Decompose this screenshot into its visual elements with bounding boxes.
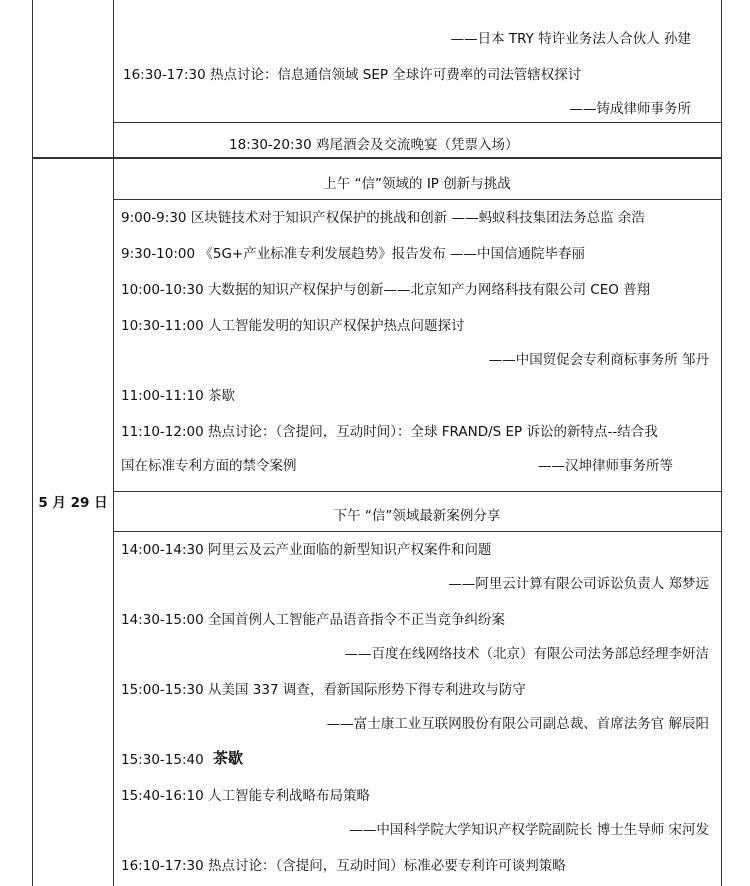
speaker-li-yanjie: ——百度在线网络技术（北京）有限公司法务部总经理李妍洁 [344, 646, 709, 662]
speaker-zhucheng: ——铸成律师事务所 [569, 101, 691, 117]
speaker-sun-jian: ——日本 TRY 特许业务法人合伙人 孙建 [450, 31, 691, 47]
afternoon-item: 14:00-14:30 阿里云及云产业面临的新型知识产权案件和问题 [121, 542, 492, 558]
row-divider [113, 122, 721, 123]
morning-item: 10:00-10:30 大数据的知识产权保护与创新——北京知产力网络科技有限公司 CEO 普翔 [121, 282, 651, 298]
tea-break-time: 15:30-15:40 [121, 752, 204, 768]
morning-item: 10:30-11:00 人工智能发明的知识产权保护热点问题探讨 [121, 318, 465, 334]
speaker-song-hefa: ——中国科学院大学知识产权学院副院长 博士生导师 宋河发 [349, 822, 709, 838]
cocktail-dinner: 18:30-20:30 鸡尾酒会及交流晚宴（凭票入场） [229, 137, 519, 153]
date-label: 5 月 29 日 [38, 495, 108, 511]
afternoon-header: 下午 “信”领域最新案例分享 [333, 508, 501, 524]
afternoon-item: 16:10-17:30 热点讨论：（含提问，互动时间）标准必要专利许可谈判策略 [121, 858, 566, 874]
morning-item: 9:00-9:30 区块链技术对于知识产权保护的挑战和创新 ——蚂蚁科技集团法务总监 余浩 [121, 210, 645, 226]
date-column [33, 159, 114, 886]
may-29-section [32, 158, 722, 886]
tea-break-label: 茶歇 [213, 749, 244, 767]
session-sep-discussion: 16:30-17:30 热点讨论：信息通信领域 SEP 全球许可费率的司法管辖权探讨 [123, 67, 582, 83]
afternoon-item: 15:00-15:30 从美国 337 调查，看新国际形势下得专利进攻与防守 [121, 682, 526, 698]
row-divider [113, 531, 721, 532]
afternoon-item: 14:30-15:00 全国首例人工智能产品语音指令不正当竞争纠纷案 [121, 612, 505, 628]
speaker-xie-chenyang: ——富士康工业互联网股份有限公司副总裁、首席法务官 解辰阳 [326, 716, 709, 732]
speaker-hankun: ——汉坤律师事务所等 [538, 458, 673, 474]
afternoon-item: 15:40-16:10 人工智能专利战略布局策略 [121, 788, 370, 804]
speaker-zheng-mengyuan: ——阿里云计算有限公司诉讼负责人 郑梦远 [448, 576, 709, 592]
morning-item: 11:10-12:00 热点讨论：（含提问，互动时间）：全球 FRAND/S EP 诉讼的新特点--结合我 [121, 424, 658, 440]
row-divider [113, 491, 721, 492]
top-table-section [32, 0, 722, 158]
morning-item: 9:30-10:00 《5G+产业标准专利发展趋势》报告发布 ——中国信通院毕春丽 [121, 246, 586, 262]
morning-header: 上午 “信”领域的 IP 创新与挑战 [323, 176, 511, 192]
speaker-zou-dan: ——中国贸促会专利商标事务所 邹丹 [488, 352, 709, 368]
date-column-empty [33, 0, 114, 157]
tea-break: 11:00-11:10 茶歇 [121, 388, 235, 404]
morning-item-continued: 国在标准专利方面的禁令案例 [121, 458, 297, 474]
row-divider [113, 199, 721, 200]
